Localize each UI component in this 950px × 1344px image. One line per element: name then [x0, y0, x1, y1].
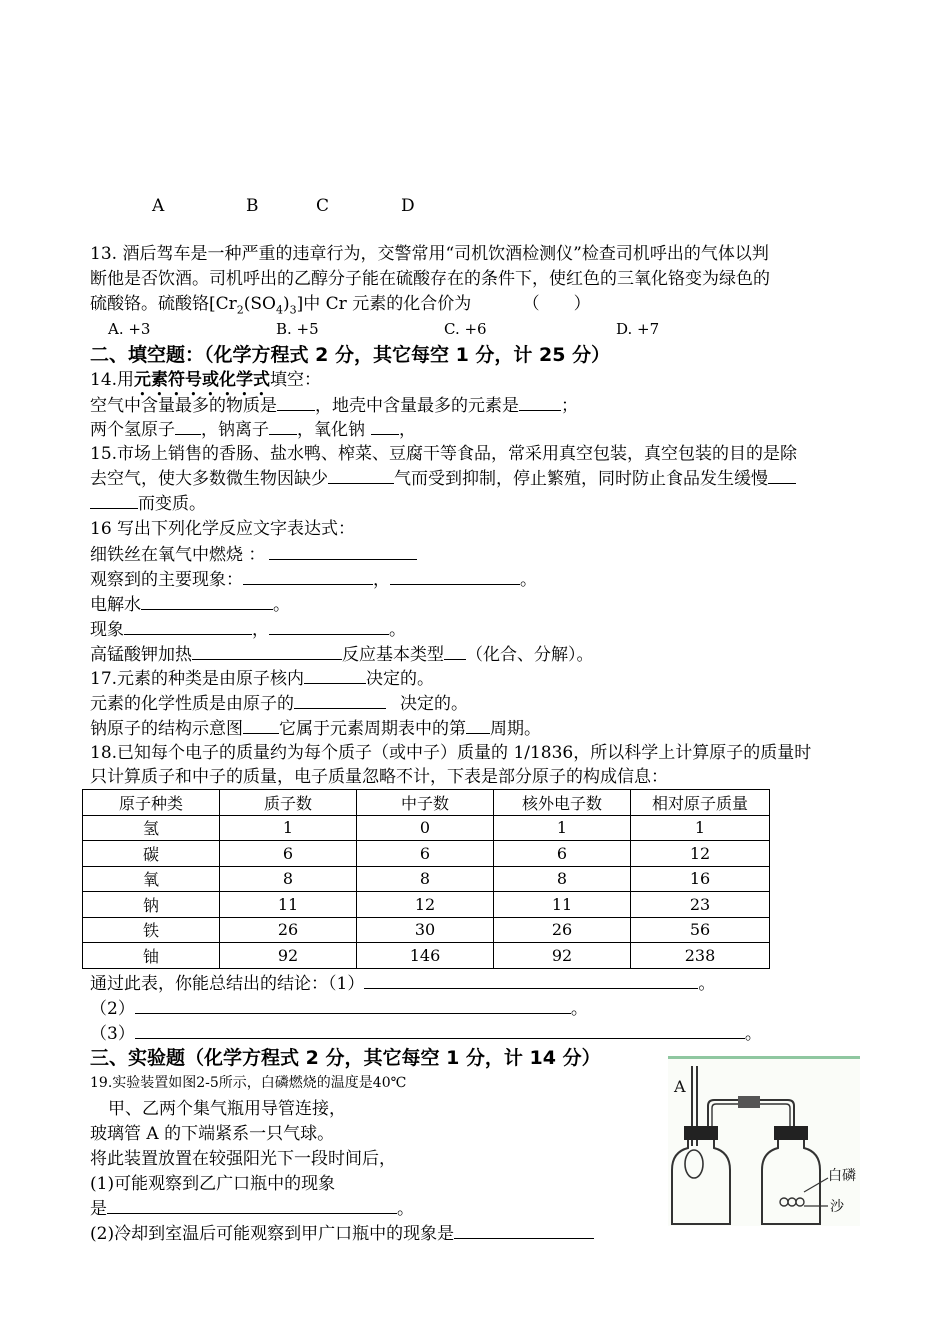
q13-line1: 13. 酒后驾车是一种严重的违章行为，交警常用“司机饮酒检测仪”检查司机呼出的气体以判	[90, 244, 769, 264]
table-cell: 11	[494, 892, 631, 918]
phosphorus-piece	[780, 1198, 788, 1206]
atom-table	[82, 789, 770, 969]
apparatus-figure	[668, 1056, 860, 1226]
option-label-c: C	[316, 196, 330, 216]
q13-choice-b[interactable]: B. +5	[276, 320, 319, 338]
q15-line1: 15.市场上销售的香肠、盐水鸭、榨菜、豆腐干等食品，常采用真空包装，真空包装的目的是除	[90, 444, 798, 464]
blank-field[interactable]	[135, 997, 571, 1014]
blank-field[interactable]	[304, 667, 366, 684]
table-cell: 23	[631, 892, 770, 918]
q16-title: 16 写出下列化学反应文字表达式：	[90, 519, 356, 539]
blank-field[interactable]	[90, 492, 138, 509]
table-cell: 钠	[83, 892, 220, 918]
table-cell: 氢	[83, 815, 220, 841]
option-label-b: B	[246, 196, 259, 216]
section2-heading: 二、填空题：（化学方程式 2 分，其它每空 1 分，计 25 分）	[90, 344, 611, 366]
table-cell: 6	[220, 841, 357, 867]
table-header: 核外电子数	[494, 790, 631, 816]
table-cell: 6	[357, 841, 494, 867]
label-phosphorus: 白磷	[828, 1168, 856, 1184]
table-cell: 8	[220, 866, 357, 892]
blank-field[interactable]	[269, 618, 389, 635]
table-cell: 12	[631, 841, 770, 867]
table-row	[83, 917, 770, 943]
q19-line3: 玻璃管 A 的下端紧系一只气球。	[90, 1124, 335, 1144]
apparatus-drawing	[668, 1056, 860, 1226]
q19-line7: (2)冷却到室温后可能观察到甲广口瓶中的现象是	[90, 1222, 594, 1246]
table-row	[83, 815, 770, 841]
q14-title: 14.用元素符号或化学式填空：	[90, 370, 322, 390]
table-cell: 6	[494, 841, 631, 867]
q17-line3: 钠原子的结构示意图 它属于元素周期表中的第 周期。	[90, 719, 541, 739]
q19-line1: 19.实验装置如图2-5所示，白磷燃烧的温度是40℃	[90, 1075, 407, 1091]
table-cell: 26	[494, 917, 631, 943]
table-header: 中子数	[357, 790, 494, 816]
blank-field[interactable]	[141, 593, 273, 610]
blank-field[interactable]	[192, 643, 342, 660]
q15-line2: 去空气，使大多数微生物因缺少 气而受到抑制，停止繁殖，同时防止食品发生缓慢	[90, 467, 796, 491]
q19-line6: 是 。	[90, 1199, 414, 1219]
blank-field[interactable]	[269, 543, 417, 560]
q14-emphasis: 元素符号或化学式	[134, 370, 271, 390]
q16-phenomenon: 现象 ， 。	[90, 620, 406, 640]
section3-heading: 三、实验题（化学方程式 2 分，其它每空 1 分，计 14 分）	[90, 1047, 601, 1069]
table-cell: 1	[220, 815, 357, 841]
answer-bracket[interactable]: （ ）	[522, 294, 591, 314]
blank-field[interactable]	[454, 1222, 594, 1239]
table-row	[83, 841, 770, 867]
table-header: 原子种类	[83, 790, 220, 816]
table-cell: 146	[357, 943, 494, 969]
q19-line4: 将此装置放置在较强阳光下一段时间后，	[90, 1149, 396, 1169]
blank-field[interactable]	[371, 418, 399, 435]
q13-line2: 断他是否饮酒。司机呼出的乙醇分子能在硫酸存在的条件下，使红色的三氧化铬变为绿色的	[90, 269, 770, 289]
q16-iron: 细铁丝在氧气中燃烧 ：	[90, 543, 417, 567]
q18-conclusion-3: （3） 。	[90, 1024, 762, 1044]
table-cell: 11	[220, 892, 357, 918]
blank-field[interactable]	[277, 394, 315, 411]
q18-line2: 只计算质子和中子的质量，电子质量忽略不计，下表是部分原子的构成信息：	[90, 767, 668, 787]
q16-kmno4: 高锰酸钾加热 反应基本类型 （化合、分解）。	[90, 645, 594, 665]
q15-line3: 而变质。	[90, 492, 206, 516]
table-cell: 铁	[83, 917, 220, 943]
blank-field[interactable]	[175, 418, 201, 435]
table-cell: 氧	[83, 866, 220, 892]
q18-line1: 18.已知每个电子的质量约为每个质子（或中子）质量的 1/1836，所以科学上计算原子的质量时	[90, 743, 812, 763]
table-cell: 92	[494, 943, 631, 969]
table-cell: 8	[357, 866, 494, 892]
blank-field[interactable]	[124, 618, 252, 635]
table-row	[83, 866, 770, 892]
blank-field[interactable]	[768, 467, 796, 484]
blank-field[interactable]	[519, 394, 561, 411]
table-header-row	[83, 790, 770, 816]
table-cell: 12	[357, 892, 494, 918]
q13-choice-d[interactable]: D. +7	[616, 320, 660, 338]
table-cell: 92	[220, 943, 357, 969]
table-cell: 26	[220, 917, 357, 943]
table-header: 质子数	[220, 790, 357, 816]
table-row	[83, 943, 770, 969]
blank-field[interactable]	[328, 467, 394, 484]
table-row	[83, 892, 770, 918]
q13-choice-c[interactable]: C. +6	[444, 320, 487, 338]
q19-line2: 甲、乙两个集气瓶用导管连接，	[108, 1099, 346, 1119]
table-cell: 16	[631, 866, 770, 892]
table-cell: 238	[631, 943, 770, 969]
blank-field[interactable]	[135, 1022, 745, 1039]
q13-line3: 硫酸铬。硫酸铬$[Cr_2(SO_4)_3]$中 Cr 元素的化合价为 （ ）	[90, 294, 591, 317]
table-cell: 铀	[83, 943, 220, 969]
blank-field[interactable]	[243, 717, 279, 734]
q19-line5: (1)可能观察到乙广口瓶中的现象	[90, 1174, 336, 1194]
blank-field[interactable]	[364, 972, 698, 989]
blank-field[interactable]	[294, 692, 386, 709]
table-cell: 1	[494, 815, 631, 841]
option-label-a: A	[152, 196, 165, 216]
q17-line2: 元素的化学性质是由原子的 决定的。	[90, 694, 468, 714]
q16-observe: 观察到的主要现象： ， 。	[90, 570, 537, 590]
table-cell: 0	[357, 815, 494, 841]
table-cell: 1	[631, 815, 770, 841]
label-a: A	[674, 1077, 686, 1096]
blank-field[interactable]	[269, 418, 297, 435]
q18-conclusion-2: （2） 。	[90, 999, 588, 1019]
table-header: 相对原子质量	[631, 790, 770, 816]
blank-field[interactable]	[243, 568, 373, 585]
table-cell: 8	[494, 866, 631, 892]
q16-water: 电解水 。	[90, 595, 290, 615]
label-sand: 沙	[830, 1199, 844, 1215]
q14-line1: 空气中含量最多的物质是 ，地壳中含量最多的元素是 ；	[90, 396, 578, 416]
table-cell: 56	[631, 917, 770, 943]
phosphorus-piece	[788, 1198, 796, 1206]
blank-field[interactable]	[444, 643, 466, 660]
q18-conclusion-1: 通过此表，你能总结出的结论：（1） 。	[90, 974, 716, 994]
blank-field[interactable]	[466, 717, 490, 734]
table-cell: 30	[357, 917, 494, 943]
blank-field[interactable]	[107, 1197, 397, 1214]
blank-field[interactable]	[390, 568, 520, 585]
q14-line2: 两个氢原子 ，钠离子 ，氧化钠 ，	[90, 420, 416, 440]
q17-line1: 17.元素的种类是由原子核内 决定的。	[90, 669, 435, 689]
phosphorus-piece	[796, 1198, 804, 1206]
option-label-d: D	[401, 196, 415, 216]
q13-choice-a[interactable]: A. +3	[108, 320, 151, 338]
table-cell: 碳	[83, 841, 220, 867]
